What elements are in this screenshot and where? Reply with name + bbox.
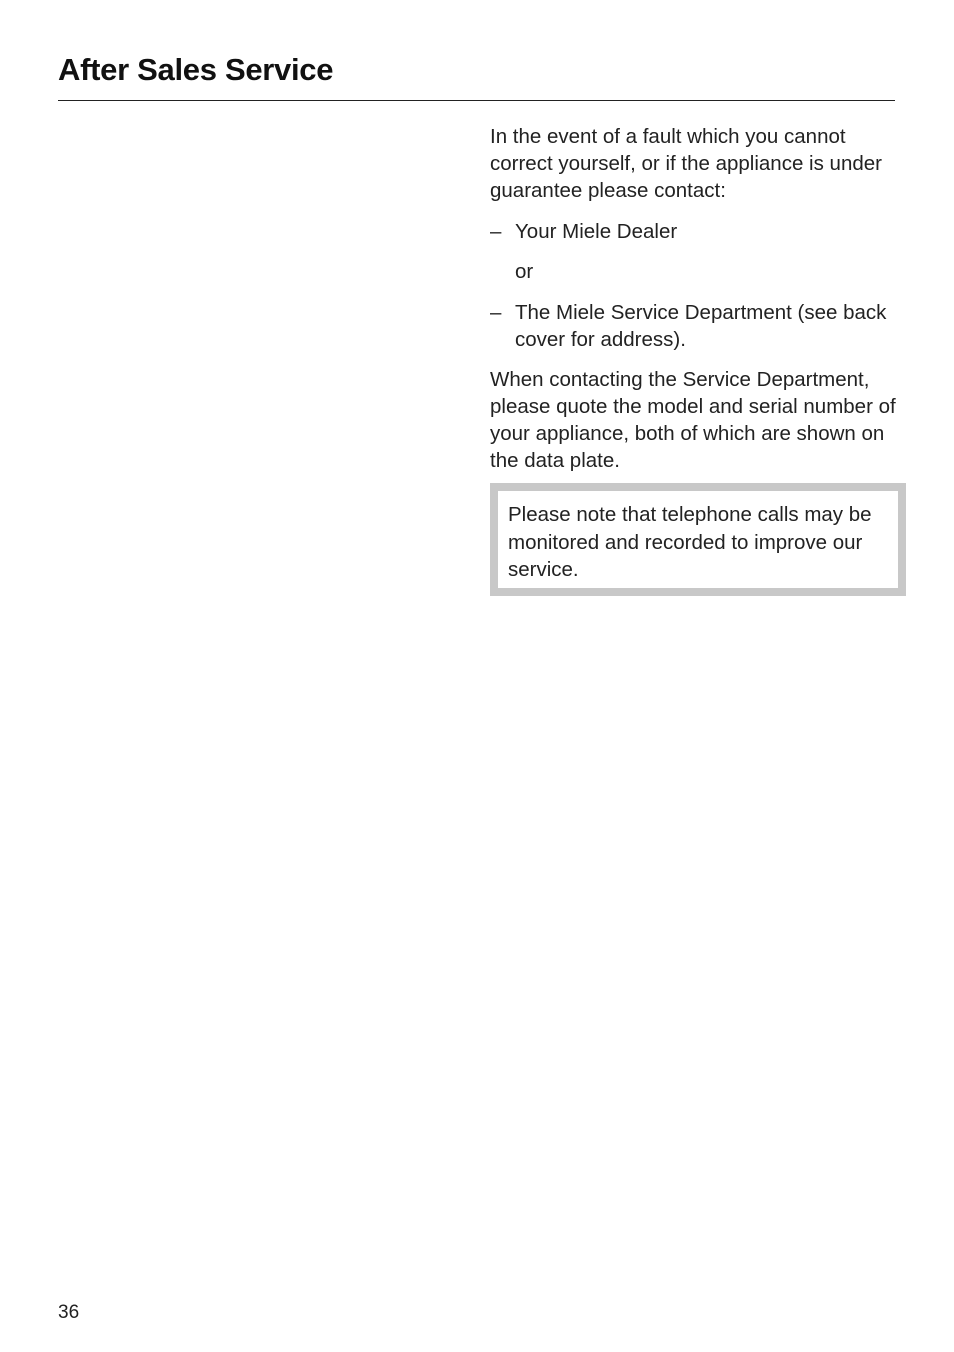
page-number: 36	[58, 1302, 80, 1323]
note-text: Please note that telephone calls may be monitored and recorded to improve our service.	[508, 503, 872, 581]
page-title: After Sales Service	[58, 52, 334, 87]
content-column	[490, 123, 900, 596]
title-divider	[58, 100, 895, 101]
contact-item-label: The Miele Service Department (see back cover for address).	[515, 301, 887, 351]
note-box	[490, 483, 906, 596]
or-separator: or	[515, 260, 534, 283]
dash-bullet: –	[490, 301, 502, 324]
intro-paragraph: In the event of a fault which you cannot correct yourself, or if the appliance is under guarantee please contact:	[490, 125, 882, 202]
contact-info-paragraph: When contacting the Service Department, please quote the model and serial number of your appliance, both of which are shown on the data plate.	[490, 368, 896, 472]
contact-item-dealer	[490, 218, 900, 245]
contact-item-label: Your Miele Dealer	[515, 220, 678, 243]
contact-item-service-department	[490, 299, 900, 353]
dash-bullet: –	[490, 220, 502, 243]
